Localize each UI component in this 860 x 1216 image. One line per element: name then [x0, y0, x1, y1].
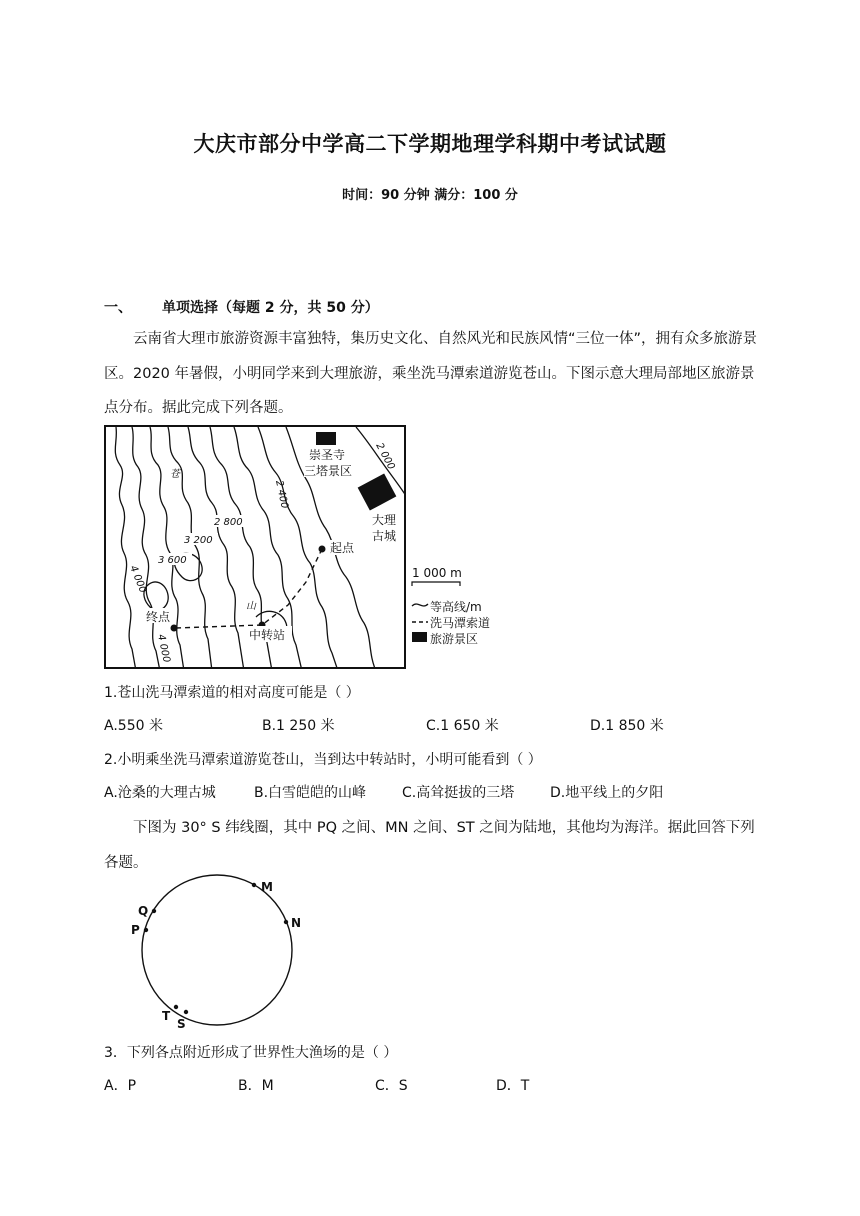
- point-n: [284, 920, 288, 924]
- scenic-label: 崇圣寺: [309, 448, 346, 462]
- section-label: 单项选择（每题 2 分，共 50 分）: [162, 300, 379, 316]
- end-label: 终点: [146, 610, 171, 624]
- label-t: T: [162, 1009, 171, 1023]
- q1-option-c: C.1 650 米: [426, 718, 499, 734]
- legend-cableway-label: 洗马潭索道: [430, 616, 491, 630]
- transfer-label: 中转站: [249, 628, 286, 642]
- exam-info: 时间：90 分钟 满分：100 分: [342, 188, 518, 203]
- point-s: [184, 1010, 188, 1014]
- contour-symbol: [412, 604, 428, 606]
- intro-paragraph-1: 云南省大理市旅游资源丰富独特，集历史文化、自然风光和民族风情“三位一体”，拥有众多旅游景区。2020 年暑假，小明同学来到大理旅游，乘坐洗马潭索道游览苍山。下图示意大理局部地区旅游景点分布。据此完成下列各题。: [104, 331, 758, 416]
- latitude-circle-figure: [126, 870, 306, 1035]
- intro-paragraph-2: 下图为 30° S 纬线圈，其中 PQ 之间、MN 之间、ST 之间为陆地，其他均为海洋。据此回答下列各题。: [104, 820, 755, 871]
- q3-option-c: C．S: [375, 1078, 408, 1094]
- mountain-label: 苍: [170, 469, 180, 480]
- q2-option-d: D.地平线上的夕阳: [550, 785, 664, 801]
- section-heading: [104, 297, 379, 317]
- label-m: M: [261, 880, 273, 894]
- q1-option-b: B.1 250 米: [262, 718, 335, 734]
- map-legend: [410, 566, 520, 656]
- contour-value: 2 400: [273, 479, 290, 510]
- section-number: 一、: [104, 300, 132, 316]
- latitude-circle: [142, 875, 292, 1025]
- oldtown-label: 古城: [372, 529, 397, 543]
- q3-option-b: B．M: [238, 1078, 274, 1094]
- scenic-label: 三塔景区: [304, 464, 353, 478]
- question-3-stem: 3．下列各点附近形成了世界性大渔场的是（ ）: [104, 1045, 398, 1061]
- label-q: Q: [138, 904, 149, 918]
- contour-value: 4 000: [155, 633, 172, 664]
- q2-option-c: C.高耸挺拔的三塔: [402, 785, 515, 801]
- scale-label: 1 000 m: [412, 566, 462, 580]
- legend-scenic-label: 旅游景区: [430, 632, 479, 646]
- contour-value: 4 000: [127, 564, 149, 595]
- scenic-symbol: [412, 632, 427, 642]
- question-2-stem: 2.小明乘坐洗马潭索道游览苍山，当到达中转站时，小明可能看到（ ）: [104, 752, 542, 768]
- point-p: [144, 928, 148, 932]
- mountain-label: 山: [246, 601, 256, 612]
- scenic-area-marker: [316, 432, 336, 445]
- q1-option-d: D.1 850 米: [590, 718, 664, 734]
- point-t: [174, 1005, 178, 1009]
- legend-contour-label: 等高线/m: [430, 600, 482, 614]
- point-m: [252, 883, 256, 887]
- q3-option-d: D．T: [496, 1078, 530, 1094]
- q3-option-a: A．P: [104, 1078, 137, 1094]
- contour-value: 3 600: [158, 555, 187, 566]
- oldtown-label: 大理: [372, 513, 397, 527]
- label-p: P: [131, 923, 140, 937]
- q2-option-b: B.白雪皑皑的山峰: [254, 785, 367, 801]
- label-n: N: [291, 916, 302, 930]
- q2-option-a: A.沧桑的大理古城: [104, 785, 216, 801]
- end-point: [171, 625, 178, 632]
- start-label: 起点: [330, 541, 355, 555]
- q1-option-a: A.550 米: [104, 718, 163, 734]
- contour-value: 2 800: [214, 517, 243, 528]
- question-1-stem: 1.苍山洗马潭索道的相对高度可能是（ ）: [104, 685, 360, 701]
- scale-bar: [412, 582, 460, 586]
- page-title: 大庆市部分中学高二下学期地理学科期中考试试题: [193, 132, 667, 156]
- start-point: [319, 546, 326, 553]
- contour-map-figure: [106, 427, 406, 669]
- contour-value: 2 000: [373, 441, 397, 472]
- topographic-map: [104, 425, 406, 669]
- point-q: [152, 909, 156, 913]
- contour-value: 3 200: [184, 535, 213, 546]
- scenic-area-marker: [358, 473, 397, 510]
- label-s: S: [177, 1017, 186, 1031]
